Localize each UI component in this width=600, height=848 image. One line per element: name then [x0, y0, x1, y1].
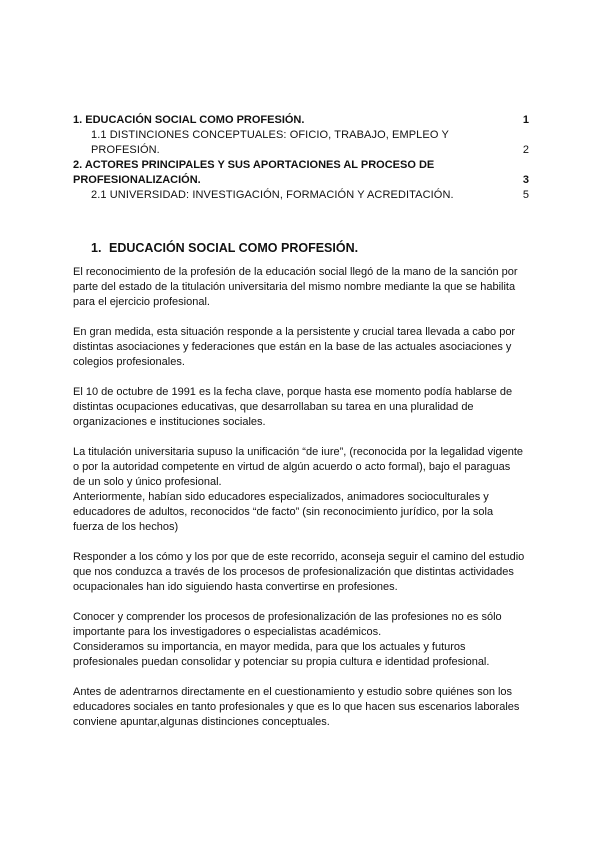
- body-text: [73, 265, 535, 745]
- toc-entry-title-line: PROFESIONALIZACIÓN.: [73, 174, 201, 186]
- paragraph-line: Responder a los cómo y los por que de este recorrido, aconseja seguir el camino del estudio: [73, 551, 525, 563]
- paragraph: [73, 610, 535, 640]
- paragraph-line: Conocer y comprender los procesos de profesionalización de las profesiones no es sólo: [73, 611, 502, 623]
- paragraph-line: educadores de adultos, reconocidos “de facto” (sin reconocimiento jurídico, por la sola: [73, 506, 494, 518]
- paragraph: [73, 445, 535, 490]
- toc-entry-page: 2: [522, 144, 529, 156]
- toc-entry-title: 2.1 UNIVERSIDAD: INVESTIGACIÓN, FORMACIÓN Y ACREDITACIÓN.: [91, 189, 454, 201]
- paragraph: [73, 550, 535, 595]
- paragraph: [73, 325, 535, 370]
- section-heading: [91, 241, 358, 255]
- paragraph-line: que nos conduzca a través de los procesos de profesionalización que distintas actividades: [73, 566, 514, 578]
- paragraph: [73, 385, 535, 430]
- paragraph-line: El 10 de octubre de 1991 es la fecha clave, porque hasta ese momento podía hablarse de: [73, 386, 513, 398]
- toc-entry-title: [73, 158, 434, 188]
- toc-entry-title: 1. EDUCACIÓN SOCIAL COMO PROFESIÓN.: [73, 114, 305, 126]
- paragraph-line: ocupacionales han ido siguiendo hasta convertirse en profesiones.: [73, 581, 398, 593]
- paragraph: [73, 640, 535, 670]
- paragraph: [73, 685, 535, 730]
- table-of-contents: [73, 113, 529, 203]
- toc-entry-title: 1.1 DISTINCIONES CONCEPTUALES: OFICIO, TRABAJO, EMPLEO Y PROFESIÓN.: [91, 129, 449, 156]
- paragraph-line: fuerza de los hechos): [73, 521, 179, 533]
- toc-entry[interactable]: [73, 113, 529, 128]
- section-number: 1.: [91, 241, 102, 255]
- paragraph-line: conviene apuntar,algunas distinciones conceptuales.: [73, 716, 330, 728]
- toc-entry[interactable]: [73, 158, 529, 188]
- paragraph-line: La titulación universitaria supuso la unificación “de iure”, (reconocida por la legalidad vigente: [73, 446, 524, 458]
- paragraph-line: distintas asociaciones y federaciones que están en la base de las actuales asociaciones y: [73, 341, 512, 353]
- paragraph-line: El reconocimiento de la profesión de la educación social llegó de la mano de la sanción por: [73, 266, 518, 278]
- section-title: EDUCACIÓN SOCIAL COMO PROFESIÓN.: [109, 241, 359, 255]
- paragraph: [73, 265, 535, 310]
- paragraph-line: En gran medida, esta situación responde a la persistente y crucial tarea llevada a cabo por: [73, 326, 516, 338]
- paragraph-line: distintas ocupaciones educativas, que desarrollaban su tarea en una pluralidad de: [73, 401, 474, 413]
- paragraph-line: profesionales puedan consolidar y potenciar su propia cultura e identidad profesional.: [73, 656, 490, 668]
- paragraph-line: para el ejercicio profesional.: [73, 296, 210, 308]
- paragraph-line: Consideramos su importancia, en mayor medida, para que los actuales y futuros: [73, 641, 466, 653]
- toc-entry-page: 1: [522, 114, 529, 126]
- paragraph-line: o por la autoridad competente en virtud de algún acuerdo o acto formal), bajo el paraguas: [73, 461, 511, 473]
- paragraph-line: parte del estado de la titulación universitaria del mismo nombre mediante la que se habilita: [73, 281, 516, 293]
- toc-entry-page: 5: [522, 189, 529, 201]
- paragraph-line: colegios profesionales.: [73, 356, 185, 368]
- paragraph-line: educadores sociales en tanto profesionales y que es lo que hacen sus escenarios laborales: [73, 701, 520, 713]
- paragraph-line: Antes de adentrarnos directamente en el cuestionamiento y estudio sobre quiénes son los: [73, 686, 513, 698]
- paragraph: [73, 490, 535, 535]
- toc-entry-page: 3: [522, 174, 529, 186]
- paragraph-line: importante para los investigadores o especialistas académicos.: [73, 626, 382, 638]
- paragraph-line: organizaciones e instituciones sociales.: [73, 416, 266, 428]
- paragraph-line: Anteriormente, habían sido educadores especializados, animadores socioculturales y: [73, 491, 489, 503]
- toc-entry[interactable]: [73, 188, 529, 203]
- paragraph-line: de un solo y único profesional.: [73, 476, 222, 488]
- toc-entry[interactable]: [73, 128, 529, 158]
- toc-entry-title-line: 2. ACTORES PRINCIPALES Y SUS APORTACIONES AL PROCESO DE: [73, 159, 435, 171]
